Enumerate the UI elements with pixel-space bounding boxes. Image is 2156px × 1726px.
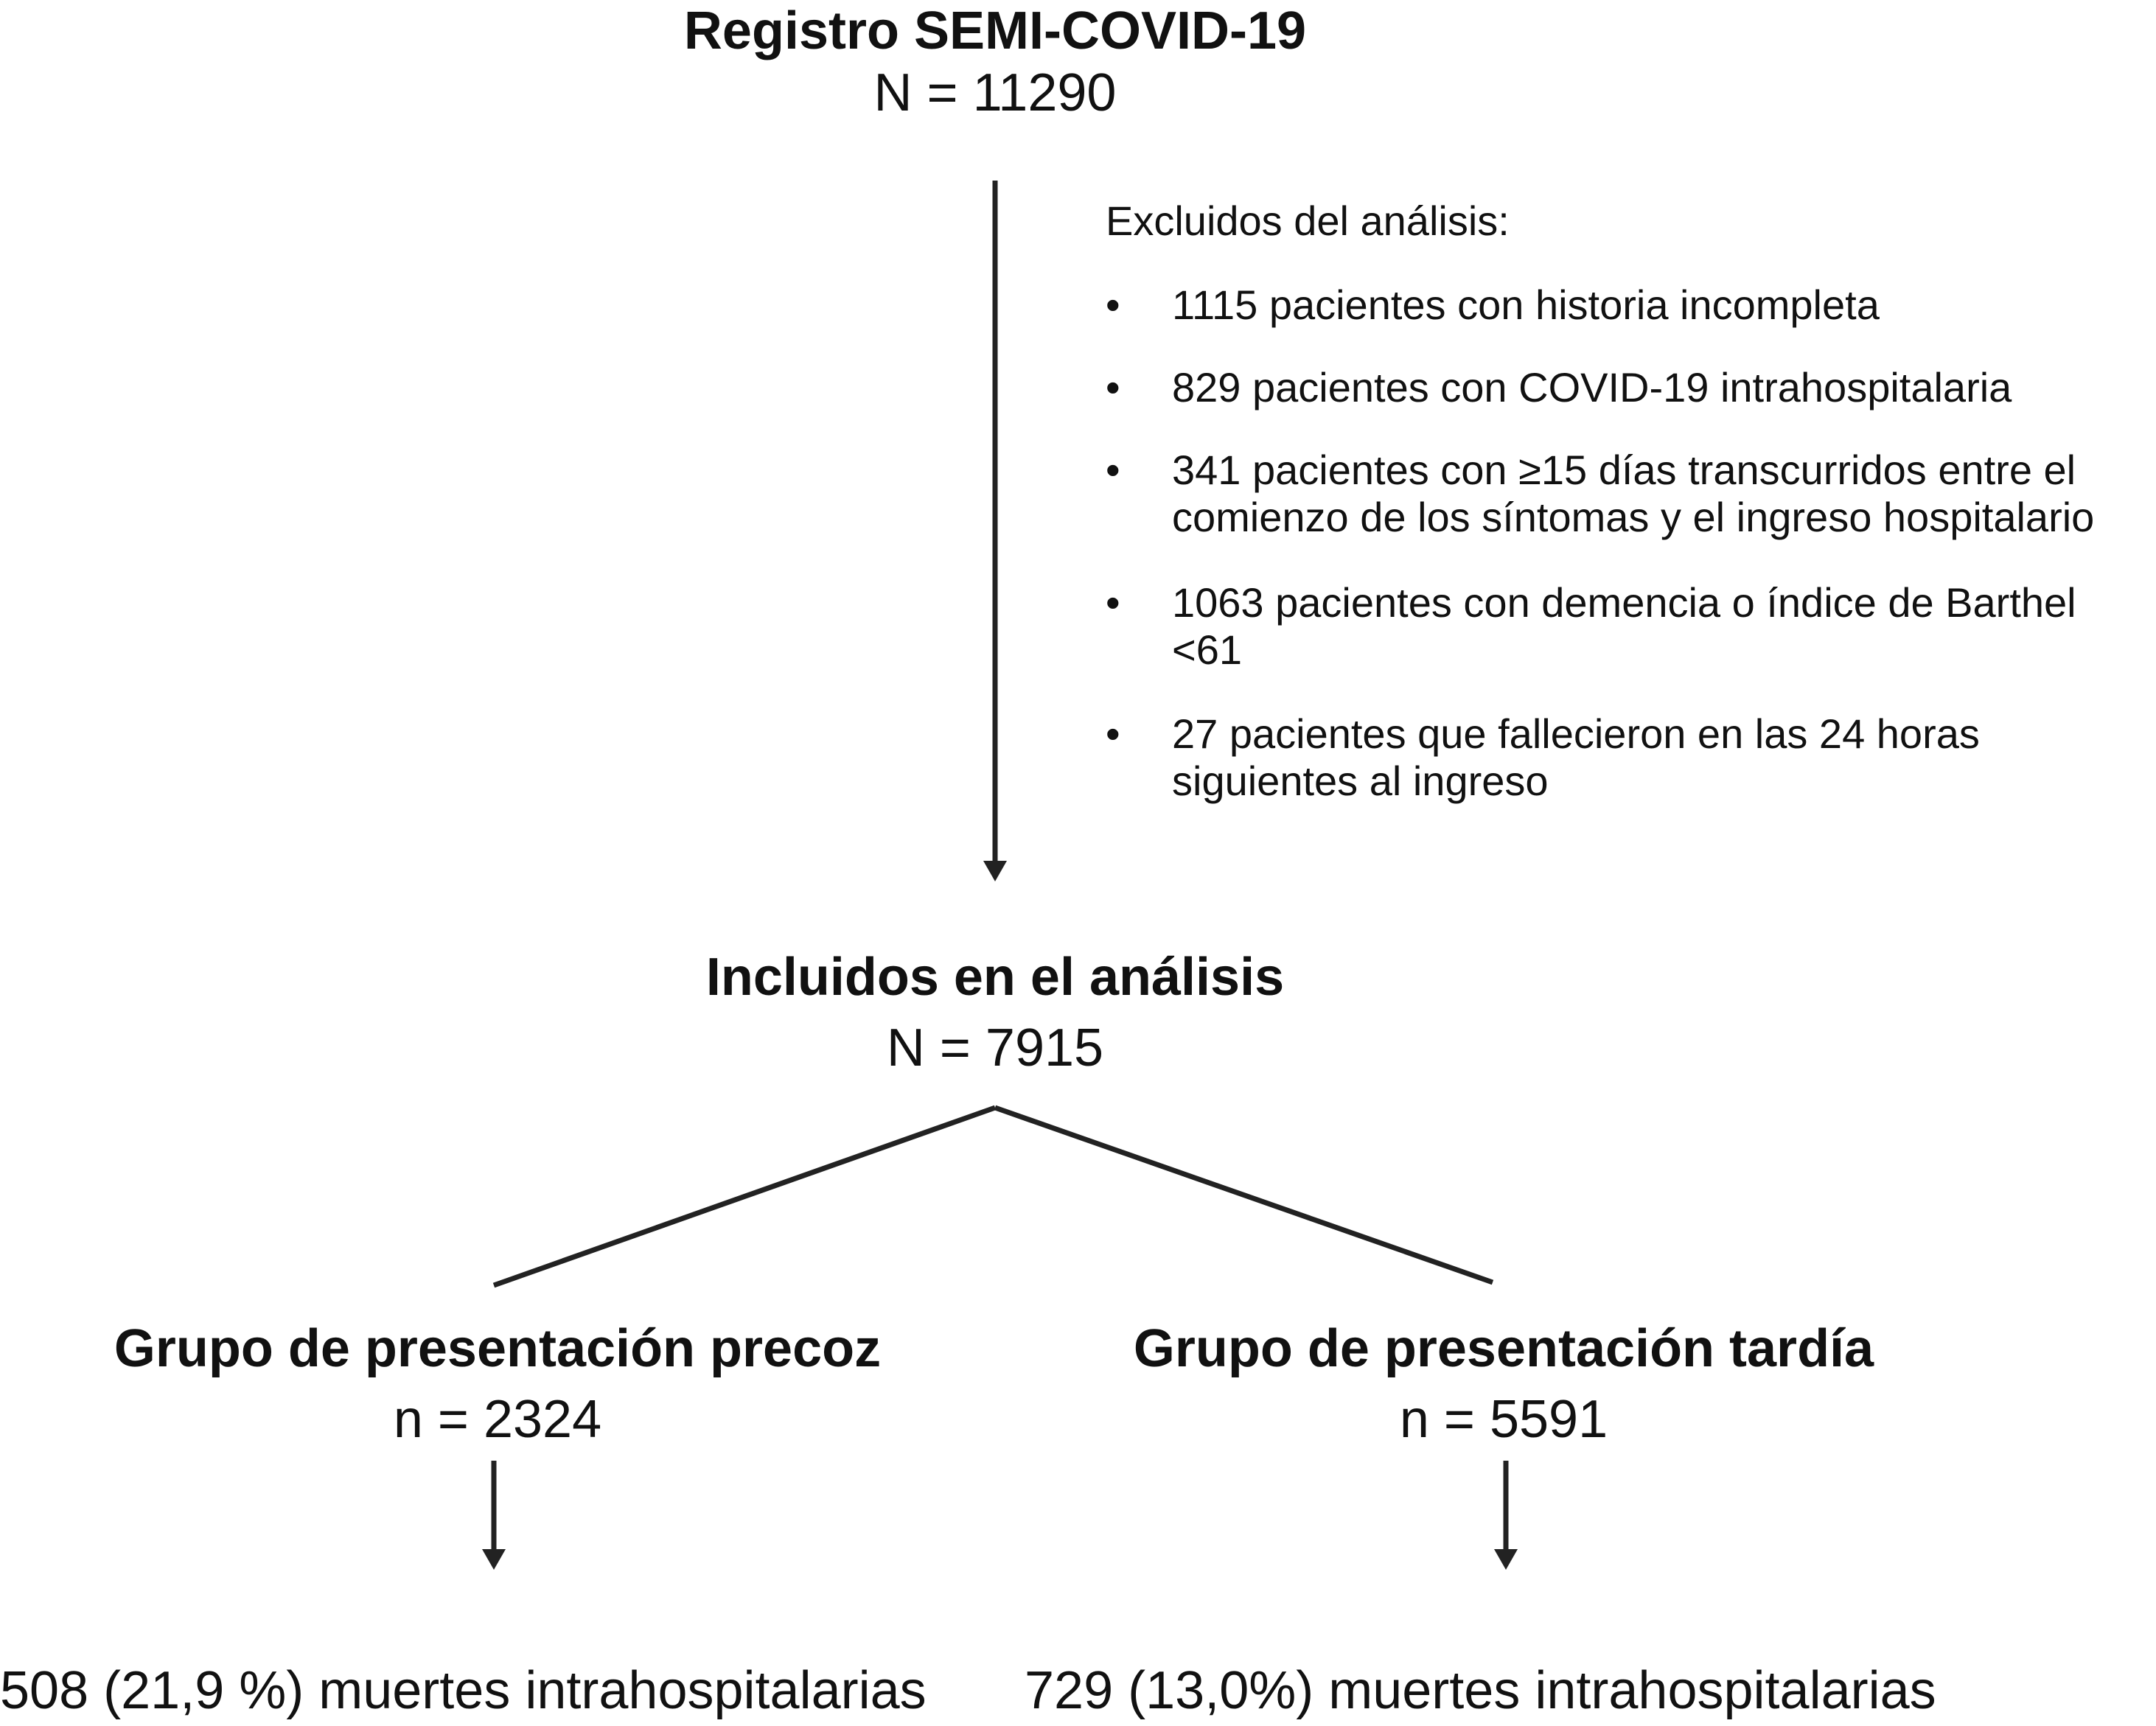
late-group-deaths: 729 (13,0%) muertes intrahospitalarias [1025,1661,1936,1720]
bullet-icon: • [1106,447,1120,493]
excluded-item-text: 829 pacientes con COVID-19 intrahospitalaria [1172,364,2012,410]
early-group-count: n = 2324 [393,1390,602,1449]
registry-count: N = 11290 [873,63,1117,122]
bullet-icon: • [1106,710,1120,757]
excluded-item-text: 1063 pacientes con demencia o índice de Barthel <61 [1172,579,2076,673]
bullet-icon: • [1106,282,1120,328]
excluded-item-text: 341 pacientes con ≥15 días transcurridos entre el comienzo de los síntomas y el ingreso hospitalario [1172,447,2095,540]
late-arrowhead [1494,1549,1518,1570]
early-group-deaths: 508 (21,9 %) muertes intrahospitalarias [0,1661,927,1720]
included-count: N = 7915 [886,1019,1104,1077]
included-title: Incluidos en el análisis [705,948,1285,1007]
bullet-icon: • [1106,579,1120,626]
late-group-count: n = 5591 [1399,1390,1608,1449]
late-group-title: Grupo de presentación tardía [1133,1319,1874,1378]
bullet-icon: • [1106,364,1120,410]
split-line-left [494,1108,995,1285]
excluded-heading: Excluidos del análisis: [1106,198,1510,244]
registry-title: Registro SEMI-COVID-19 [683,1,1307,60]
early-group-title: Grupo de presentación precoz [114,1319,882,1378]
excluded-item-text: 27 pacientes que fallecieron en las 24 horas siguientes al ingreso [1172,710,1980,804]
excluded-item-text: 1115 pacientes con historia incompleta [1172,282,1880,328]
main-arrowhead [983,861,1007,881]
early-arrowhead [482,1549,506,1570]
split-line-right [995,1108,1493,1282]
